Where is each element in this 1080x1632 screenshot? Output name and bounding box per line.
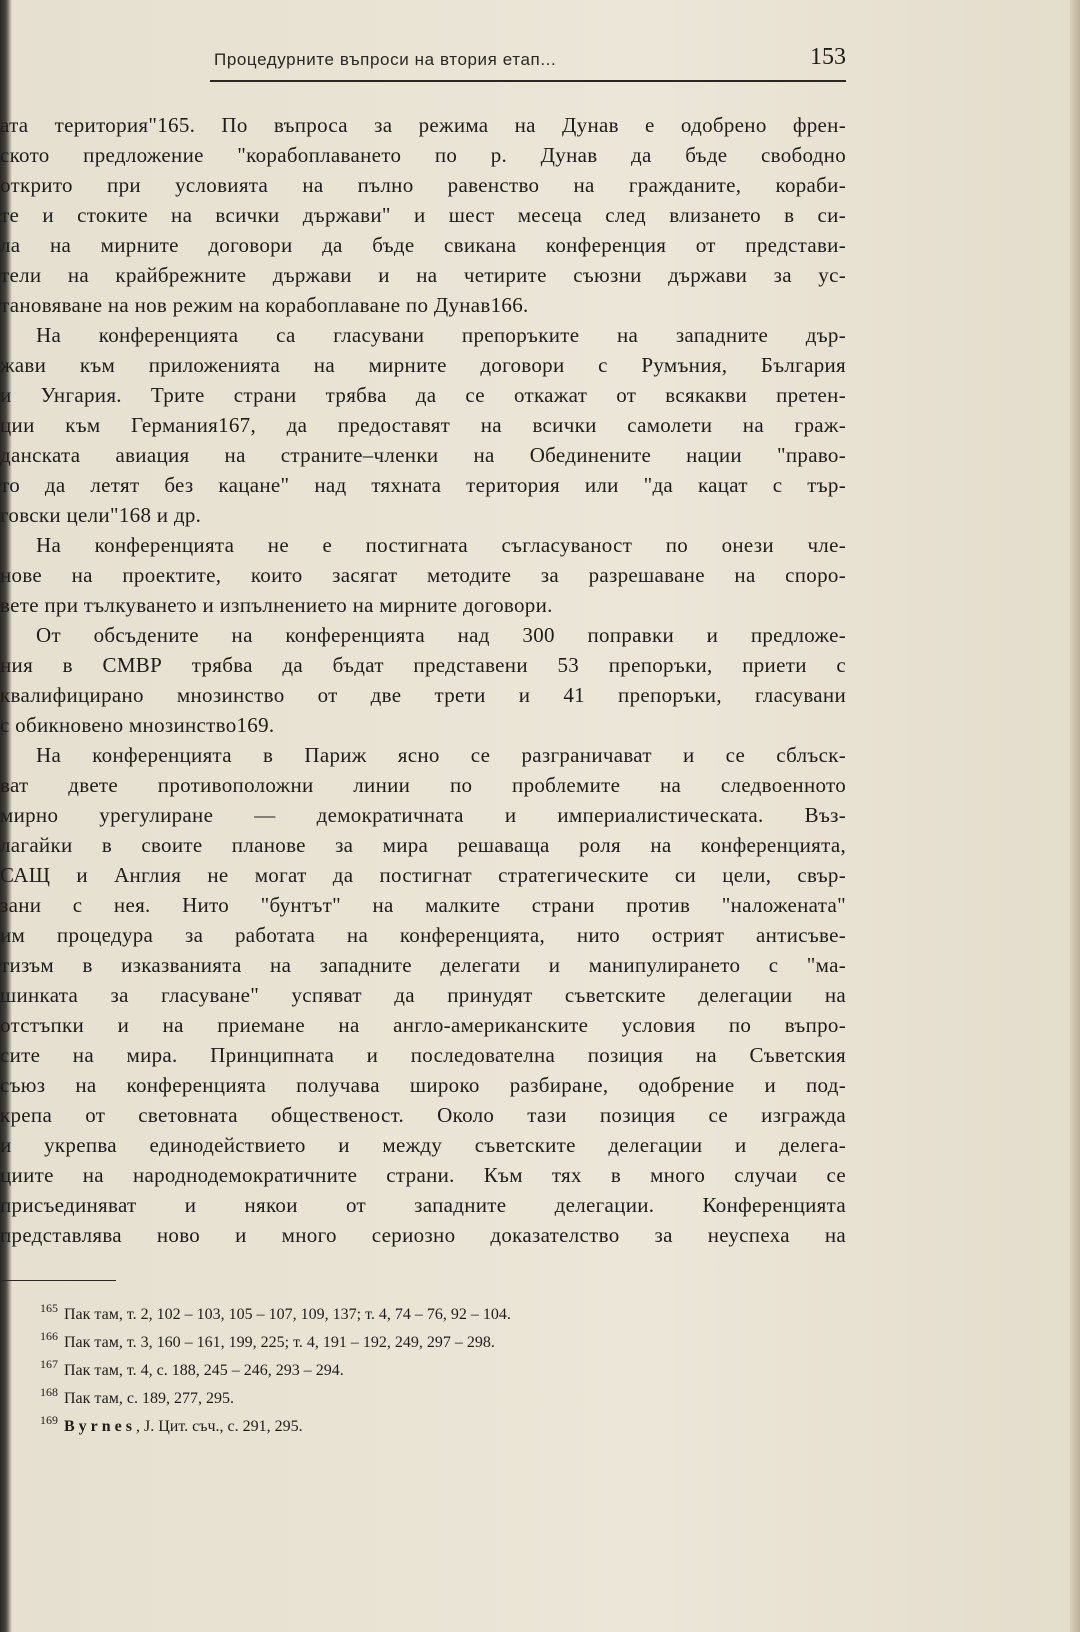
footnote-author: Byrnes <box>64 1418 136 1435</box>
text-line: ния в СМВР трябва да бъдат представени 53 препоръки, приети с <box>0 653 846 677</box>
page-header <box>210 44 846 82</box>
text-line: сите на мира. Принципната и последователна позиция на Съветския <box>0 1043 846 1067</box>
main-text <box>0 110 846 1250</box>
footnote-divider <box>0 1280 116 1281</box>
page-edge <box>1070 0 1080 1632</box>
text-line: тановяване на нов режим на корабоплаване по Дунав166. <box>0 293 529 317</box>
footnote <box>40 1350 740 1378</box>
text-line: ското предложение "корабоплаването по р. Дунав да бъде свободно <box>0 143 846 167</box>
footnote-number: 165 <box>40 1301 58 1315</box>
text-line: На конференцията не е постигната съгласуваност по онези чле- <box>36 533 846 557</box>
text-line: те и стоките на всички държави" и шест месеца след влизането в си- <box>0 203 846 227</box>
text-line: ата територия"165. По въпроса за режима на Дунав е одобрено френ- <box>0 113 846 137</box>
footnote <box>40 1322 740 1350</box>
text-line: жави към приложенията на мирните договори с Румъния, България <box>0 353 846 377</box>
text-line: ции към Германия167, да предоставят на всички самолети на граж- <box>0 413 846 437</box>
text-line: На конференцията в Париж ясно се разграничават и се сблъск- <box>36 743 846 767</box>
text-line: крепа от световната общественост. Около тази позиция се изгражда <box>0 1103 846 1127</box>
running-title: Процедурните въпроси на втория етап... <box>214 50 557 69</box>
footnotes <box>40 1294 740 1434</box>
text-line: нове на проектите, които засягат методите за разрешаване на споро- <box>0 563 846 587</box>
text-line: то да летят без кацане" над тяхната територия или "да кацат с тър- <box>0 473 846 497</box>
footnote-number: 166 <box>40 1329 58 1343</box>
footnote-number: 168 <box>40 1385 58 1399</box>
text-line: От обсъдените на конференцията над 300 поправки и предложе- <box>36 623 846 647</box>
text-line: шинката за гласуване" успяват да принудят съветските делегации на <box>0 983 846 1007</box>
footnote-number: 167 <box>40 1357 58 1371</box>
footnote-text: , J. Цит. съч., с. 291, 295. <box>136 1418 303 1435</box>
text-line: говски цели"168 и др. <box>0 503 202 527</box>
text-line: с обикновено мнозинство169. <box>0 713 275 737</box>
text-line: представлява ново и много сериозно доказателство за неуспеха на <box>0 1223 846 1247</box>
footnote-number: 169 <box>40 1413 58 1427</box>
text-line: циите на народнодемократичните страни. Към тях в много случаи се <box>0 1163 846 1187</box>
footnote-text: Пак там, т. 2, 102 – 103, 105 – 107, 109, 137; т. 4, 74 – 76, 92 – 104. <box>64 1306 511 1323</box>
footnote-text: Пак там, с. 189, 277, 295. <box>64 1390 234 1407</box>
text-line: ла на мирните договори да бъде свикана конференция от представи- <box>0 233 846 257</box>
text-line: тизъм в изказванията на западните делегати и манипулирането с "ма- <box>0 953 846 977</box>
footnote <box>40 1294 740 1322</box>
page-number: 153 <box>810 44 846 70</box>
footnote-text: Пак там, т. 3, 160 – 161, 199, 225; т. 4, 191 – 192, 249, 297 – 298. <box>64 1334 495 1351</box>
text-line: вете при тълкуването и изпълнението на мирните договори. <box>0 593 553 617</box>
text-line: мирно урегулиране — демократичната и империалистическата. Въз- <box>0 803 846 827</box>
footnote <box>40 1406 740 1434</box>
text-line: САЩ и Англия не могат да постигнат стратегическите си цели, свър- <box>0 863 846 887</box>
footnote <box>40 1378 740 1406</box>
text-line: присъединяват и някои от западните делегации. Конференцията <box>0 1193 846 1217</box>
text-line: зани с нея. Нито "бунтът" на малките страни против "наложената" <box>0 893 846 917</box>
text-line: квалифицирано мнозинство от две трети и 41 препоръки, гласувани <box>0 683 846 707</box>
text-line: ват двете противоположни линии по проблемите на следвоенното <box>0 773 846 797</box>
text-line: лагайки в своите планове за мира решаваща роля на конференцията, <box>0 833 846 857</box>
text-line: и укрепва единодействието и между съветските делегации и делега- <box>0 1133 846 1157</box>
text-line: открито при условията на пълно равенство на гражданите, кораби- <box>0 173 846 197</box>
text-line: съюз на конференцията получава широко разбиране, одобрение и под- <box>0 1073 846 1097</box>
text-line: тели на крайбрежните държави и на четирите съюзни държави за ус- <box>0 263 846 287</box>
text-line: данската авиация на страните–членки на Обединените нации "право- <box>0 443 846 467</box>
text-line: и Унгария. Трите страни трябва да се откажат от всякакви претен- <box>0 383 846 407</box>
text-line: отстъпки и на приемане на англо-американските условия по въпро- <box>0 1013 846 1037</box>
text-line: им процедура за работата на конференцията, нито острият антисъве- <box>0 923 846 947</box>
footnote-text: Пак там, т. 4, с. 188, 245 – 246, 293 – 294. <box>64 1362 344 1379</box>
text-line: На конференцията са гласувани препоръките на западните дър- <box>36 323 846 347</box>
